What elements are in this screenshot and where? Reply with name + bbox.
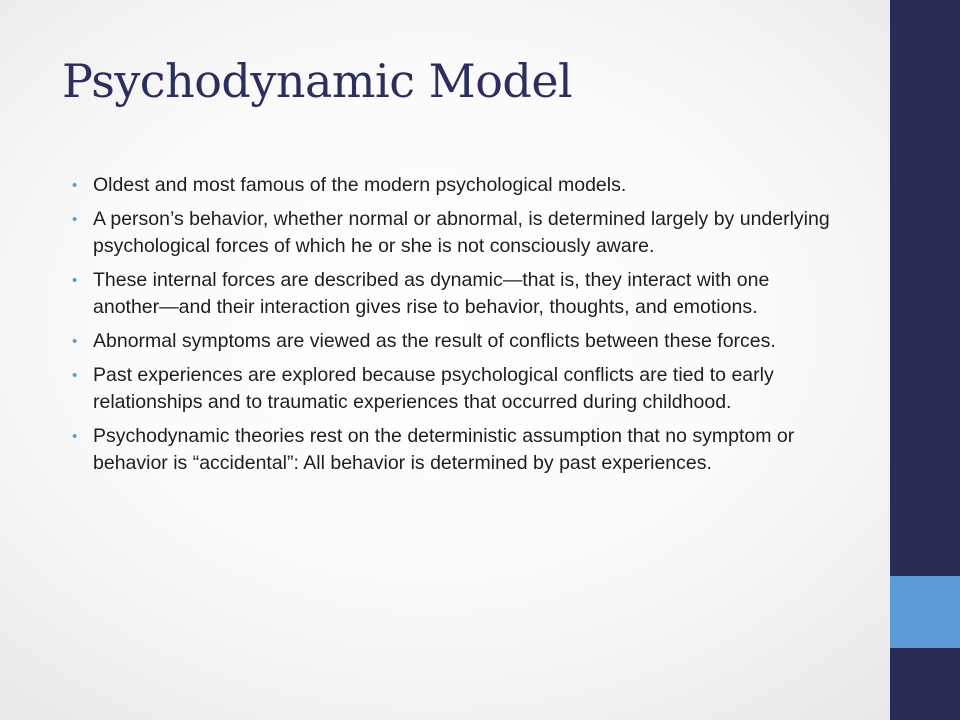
bullet-dot-icon: • (72, 177, 78, 194)
bullet-list (68, 172, 838, 484)
bullet-text: Past experiences are explored because psychological conflicts are tied to early relationships and to traumatic experiences that occurred during childhood. (93, 364, 774, 413)
bullet-item (68, 423, 838, 477)
bullet-dot-icon: • (72, 367, 78, 384)
bullet-text: Oldest and most famous of the modern psychological models. (93, 174, 627, 196)
bullet-item (68, 267, 838, 321)
bullet-text: Abnormal symptoms are viewed as the result of conflicts between these forces. (93, 330, 776, 352)
bullet-item (68, 328, 838, 355)
bullet-text: These internal forces are described as dynamic—that is, they interact with one another—and their interaction gives rise to behavior, thoughts, and emotions. (93, 269, 770, 318)
bullet-dot-icon: • (72, 272, 78, 289)
bullet-item (68, 206, 838, 260)
bullet-dot-icon: • (72, 211, 78, 228)
bullet-item (68, 172, 838, 199)
bullet-item (68, 362, 838, 416)
bullet-text: A person’s behavior, whether normal or abnormal, is determined largely by underlying psychological forces of which he or she is not consciously aware. (93, 208, 830, 257)
decorative-accent-block (890, 576, 960, 648)
slide-title: Psychodynamic Model (62, 54, 573, 108)
bullet-dot-icon: • (72, 428, 78, 445)
bullet-text: Psychodynamic theories rest on the deterministic assumption that no symptom or behavior is “accidental”: All behavior is determined by past experiences. (93, 425, 795, 474)
bullet-dot-icon: • (72, 333, 78, 350)
